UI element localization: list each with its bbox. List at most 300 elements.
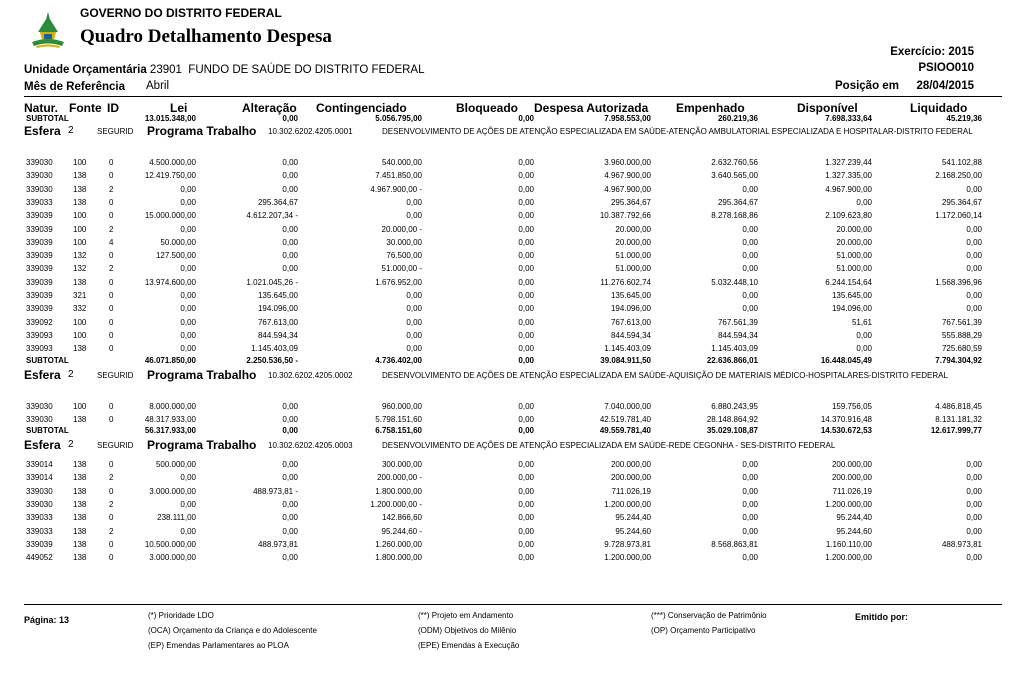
cell-bloqueado: 0,00 (518, 331, 534, 340)
table-row (0, 198, 1024, 210)
cell-empenhado: 0,00 (742, 460, 758, 469)
posicao-value: 28/04/2015 (916, 80, 974, 92)
col-lei: Lei (170, 101, 188, 115)
cell-alteracao: 1.145.403,09 (251, 344, 298, 353)
cell-natur: 339039 (26, 251, 53, 260)
cell-empenhado: 22.636.866,01 (706, 356, 758, 365)
cell-contingenciado: 960.000,00 (381, 402, 422, 411)
cell-empenhado: 0,00 (742, 500, 758, 509)
cell-fonte: 138 (73, 198, 87, 207)
cell-bloqueado: 0,00 (518, 318, 534, 327)
mes-value: Abril (146, 80, 170, 92)
cell-liquidado: 0,00 (966, 238, 982, 247)
legend-col3-0: (***) Conservação de Patrimônio (651, 611, 767, 620)
col-bloqueado: Bloqueado (456, 101, 518, 115)
cell-lei: 0,00 (180, 198, 196, 207)
cell-bloqueado: 0,00 (518, 402, 534, 411)
cell-natur: 339092 (26, 318, 53, 327)
cell-fonte: 100 (73, 158, 87, 167)
cell-despesa-autorizada: 95.244,60 (615, 527, 651, 536)
cell-contingenciado: 1.260.000,00 (375, 540, 422, 549)
unidade-code: 23901 (149, 64, 182, 76)
table-row (0, 487, 1024, 499)
cell-liquidado: 0,00 (966, 185, 982, 194)
cell-disponivel: 1.160.110,00 (825, 540, 872, 549)
cell-lei: 0,00 (180, 304, 196, 313)
cell-alteracao: 0,00 (282, 460, 298, 469)
cell-natur: 339039 (26, 225, 53, 234)
cell-liquidado: 0,00 (966, 251, 982, 260)
posicao-label: Posição em (835, 80, 899, 92)
cell-contingenciado: 0,00 (406, 211, 422, 220)
cell-alteracao: 0,00 (282, 527, 298, 536)
cell-disponivel: 6.244.154,64 (825, 278, 872, 287)
cell-bloqueado: 0,00 (518, 238, 534, 247)
unidade-name: FUNDO DE SAÚDE DO DISTRITO FEDERAL (188, 64, 425, 76)
cell-natur: 339033 (26, 198, 53, 207)
cell-fonte: 138 (73, 171, 87, 180)
cell-disponivel: 7.698.333,64 (825, 114, 872, 123)
cell-bloqueado: 0,00 (518, 251, 534, 260)
cell-liquidado: 0,00 (966, 553, 982, 562)
cell-bloqueado: 0,00 (518, 540, 534, 549)
cell-id: 0 (109, 251, 114, 260)
cell-alteracao: 194.096,00 (257, 304, 298, 313)
cell-alteracao: 488.973,81 (257, 540, 298, 549)
cell-alteracao: 0,00 (282, 171, 298, 180)
cell-liquidado: 0,00 (966, 487, 982, 496)
table-row (0, 291, 1024, 303)
table-row (0, 331, 1024, 343)
subtotal-label: SUBTOTAL (26, 426, 69, 435)
cell-liquidado: 0,00 (966, 264, 982, 273)
cell-empenhado: 0,00 (742, 225, 758, 234)
cell-liquidado: 0,00 (966, 527, 982, 536)
cell-contingenciado: 0,00 (406, 318, 422, 327)
cell-id: 0 (109, 460, 114, 469)
cell-lei: 3.000.000,00 (149, 487, 196, 496)
cell-despesa-autorizada: 49.559.781,40 (599, 426, 651, 435)
cell-bloqueado: 0,00 (518, 278, 534, 287)
table-row (0, 225, 1024, 237)
cell-contingenciado: 5.798.151,60 (375, 415, 422, 424)
cell-empenhado: 0,00 (742, 251, 758, 260)
table-row (0, 500, 1024, 512)
cell-id: 0 (109, 278, 114, 287)
cell-liquidado: 541.102,88 (941, 158, 982, 167)
cell-empenhado: 35.029.108,87 (706, 426, 758, 435)
cell-id: 0 (109, 318, 114, 327)
cell-fonte: 138 (73, 278, 87, 287)
cell-empenhado: 6.880.243,95 (711, 402, 758, 411)
cell-lei: 3.000.000,00 (149, 553, 196, 562)
cell-bloqueado: 0,00 (518, 553, 534, 562)
col-contingenciado: Contingenciado (316, 101, 407, 115)
cell-id: 0 (109, 553, 114, 562)
table-row (0, 211, 1024, 223)
table-row (0, 264, 1024, 276)
cell-contingenciado: 300.000,00 (381, 460, 422, 469)
cell-bloqueado: 0,00 (518, 304, 534, 313)
cell-id: 0 (109, 540, 114, 549)
cell-contingenciado: 76.500,00 (386, 251, 422, 260)
col-id: ID (107, 101, 119, 115)
cell-id: 4 (109, 238, 114, 247)
cell-id: 2 (109, 527, 114, 536)
col-despesa-autorizada: Despesa Autorizada (534, 101, 649, 115)
table-row (0, 513, 1024, 525)
cell-bloqueado: 0,00 (518, 291, 534, 300)
cell-fonte: 138 (73, 415, 87, 424)
cell-alteracao: 0,00 (282, 513, 298, 522)
cell-contingenciado: 51.000,00 - (381, 264, 422, 273)
seguridade: SEGURID (97, 127, 134, 136)
cell-liquidado: 488.973,81 (941, 540, 982, 549)
cell-empenhado: 3.640.565,00 (711, 171, 758, 180)
cell-lei: 0,00 (180, 331, 196, 340)
cell-natur: 339030 (26, 185, 53, 194)
cell-natur: 339039 (26, 238, 53, 247)
cell-alteracao: 767.613,00 (257, 318, 298, 327)
cell-fonte: 100 (73, 238, 87, 247)
cell-despesa-autorizada: 1.200.000,00 (604, 500, 651, 509)
subtotal-row (0, 356, 1024, 368)
cell-lei: 4.500.000,00 (149, 158, 196, 167)
cell-natur: 339039 (26, 264, 53, 273)
cell-lei: 0,00 (180, 318, 196, 327)
cell-liquidado: 725.680,59 (941, 344, 982, 353)
cell-natur: 339030 (26, 171, 53, 180)
cell-liquidado: 12.617.999,77 (930, 426, 982, 435)
cell-empenhado: 1.145.403,09 (711, 344, 758, 353)
cell-natur: 339093 (26, 331, 53, 340)
cell-empenhado: 844.594,34 (717, 331, 758, 340)
cell-contingenciado: 6.758.151,60 (375, 426, 422, 435)
cell-despesa-autorizada: 51.000,00 (615, 264, 651, 273)
cell-lei: 48.317.933,00 (144, 415, 196, 424)
exercicio: Exercício: 2015 (890, 46, 974, 58)
table-row (0, 251, 1024, 263)
cell-natur: 339039 (26, 304, 53, 313)
cell-bloqueado: 0,00 (518, 114, 534, 123)
cell-fonte: 138 (73, 527, 87, 536)
cell-id: 0 (109, 487, 114, 496)
header-divider (24, 96, 1002, 97)
cell-contingenciado: 1.800.000,00 (375, 487, 422, 496)
cell-liquidado: 1.172.060,14 (935, 211, 982, 220)
cell-bloqueado: 0,00 (518, 356, 534, 365)
cell-alteracao: 0,00 (282, 251, 298, 260)
cell-empenhado: 8.278.168,86 (711, 211, 758, 220)
cell-fonte: 100 (73, 225, 87, 234)
cell-bloqueado: 0,00 (518, 487, 534, 496)
esfera-label: Esfera (24, 124, 61, 138)
col-liquidado: Liquidado (910, 101, 968, 115)
cell-bloqueado: 0,00 (518, 473, 534, 482)
cell-disponivel: 4.967.900,00 (825, 185, 872, 194)
cell-id: 0 (109, 513, 114, 522)
cell-disponivel: 51.000,00 (836, 251, 872, 260)
cell-lei: 15.000.000,00 (144, 211, 196, 220)
cell-alteracao: 488.973,81 - (253, 487, 298, 496)
table-row (0, 402, 1024, 414)
cell-fonte: 138 (73, 185, 87, 194)
cell-disponivel: 95.244,40 (836, 513, 872, 522)
table-row (0, 473, 1024, 485)
cell-empenhado: 0,00 (742, 527, 758, 536)
cell-fonte: 132 (73, 264, 87, 273)
cell-despesa-autorizada: 767.613,00 (610, 318, 651, 327)
cell-lei: 10.500.000,00 (144, 540, 196, 549)
cell-liquidado: 45.219,36 (946, 114, 982, 123)
cell-natur: 339093 (26, 344, 53, 353)
cell-id: 0 (109, 331, 114, 340)
cell-lei: 500.000,00 (155, 460, 196, 469)
cell-disponivel: 1.327.335,00 (825, 171, 872, 180)
cell-empenhado: 0,00 (742, 264, 758, 273)
cell-empenhado: 5.032.448,10 (711, 278, 758, 287)
cell-natur: 339039 (26, 291, 53, 300)
cell-fonte: 138 (73, 460, 87, 469)
cell-alteracao: 0,00 (282, 415, 298, 424)
cell-id: 2 (109, 185, 114, 194)
cell-natur: 339039 (26, 278, 53, 287)
cell-contingenciado: 0,00 (406, 291, 422, 300)
cell-despesa-autorizada: 20.000,00 (615, 225, 651, 234)
esfera-label: Esfera (24, 367, 61, 382)
cell-alteracao: 0,00 (282, 500, 298, 509)
cell-alteracao: 0,00 (282, 225, 298, 234)
cell-natur: 339030 (26, 415, 53, 424)
cell-empenhado: 0,00 (742, 553, 758, 562)
cell-disponivel: 20.000,00 (836, 238, 872, 247)
pagina-value: 13 (59, 615, 70, 625)
programa-label: Programa Trabalho (147, 367, 257, 382)
cell-despesa-autorizada: 95.244,40 (615, 513, 651, 522)
cell-fonte: 321 (73, 291, 87, 300)
cell-despesa-autorizada: 200.000,00 (610, 473, 651, 482)
cell-despesa-autorizada: 844.594,34 (610, 331, 651, 340)
cell-liquidado: 0,00 (966, 500, 982, 509)
cell-alteracao: 0,00 (282, 402, 298, 411)
programa-descricao: DESENVOLVIMENTO DE AÇÕES DE ATENÇÃO ESPECIALIZADA EM SAÚDE-REDE CEGONHA - SES-DISTRITO FEDERAL (382, 441, 836, 451)
cell-disponivel: 2.109.623,80 (825, 211, 872, 220)
cell-contingenciado: 7.451.850,00 (375, 171, 422, 180)
legend-col1-2: (EP) Emendas Parlamentares ao PLOA (148, 641, 289, 650)
cell-alteracao: 844.594,34 (257, 331, 298, 340)
cell-disponivel: 1.327.239,44 (825, 158, 872, 167)
cell-contingenciado: 5.056.795,00 (375, 114, 422, 123)
programa-label: Programa Trabalho (147, 438, 257, 453)
cell-liquidado: 295.364,67 (941, 198, 982, 207)
cell-contingenciado: 1.800.000,00 (375, 553, 422, 562)
cell-natur: 339033 (26, 527, 53, 536)
legend-col2-1: (ODM) Objetivos do Milênio (418, 626, 517, 635)
cell-disponivel: 200.000,00 (831, 460, 872, 469)
cell-alteracao: 2.250.536,50 - (246, 356, 298, 365)
col-natur: Natur. (24, 101, 59, 115)
cell-lei: 0,00 (180, 473, 196, 482)
table-row (0, 185, 1024, 197)
cell-empenhado: 295.364,67 (717, 198, 758, 207)
subtotal-label: SUBTOTAL (26, 114, 69, 123)
cell-liquidado: 1.568.396,96 (935, 278, 982, 287)
cell-id: 2 (109, 473, 114, 482)
cell-alteracao: 0,00 (282, 185, 298, 194)
legend-col2-0: (**) Projeto em Andamento (418, 611, 514, 620)
cell-fonte: 138 (73, 513, 87, 522)
table-row (0, 171, 1024, 183)
cell-liquidado: 4.486.818,45 (935, 402, 982, 411)
cell-fonte: 100 (73, 331, 87, 340)
cell-liquidado: 0,00 (966, 473, 982, 482)
cell-lei: 0,00 (180, 264, 196, 273)
cell-bloqueado: 0,00 (518, 225, 534, 234)
cell-natur: 339030 (26, 402, 53, 411)
cell-disponivel: 194.096,00 (831, 304, 872, 313)
cell-bloqueado: 0,00 (518, 264, 534, 273)
cell-liquidado: 0,00 (966, 291, 982, 300)
cell-empenhado: 0,00 (742, 291, 758, 300)
cell-id: 0 (109, 402, 114, 411)
subtotal-row (0, 426, 1024, 438)
cell-lei: 0,00 (180, 500, 196, 509)
subtotal-label: SUBTOTAL (26, 356, 69, 365)
table-row (0, 460, 1024, 472)
table-row (0, 158, 1024, 170)
cell-alteracao: 0,00 (282, 473, 298, 482)
cell-disponivel: 159.756,05 (831, 402, 872, 411)
legend-col1-0: (*) Prioridade LDO (148, 611, 214, 620)
cell-fonte: 138 (73, 540, 87, 549)
cell-id: 0 (109, 211, 114, 220)
cell-id: 2 (109, 225, 114, 234)
cell-fonte: 100 (73, 318, 87, 327)
cell-contingenciado: 0,00 (406, 304, 422, 313)
pagina-label: Página: (24, 615, 57, 625)
cell-alteracao: 0,00 (282, 553, 298, 562)
cell-id: 2 (109, 500, 114, 509)
cell-despesa-autorizada: 51.000,00 (615, 251, 651, 260)
cell-id: 0 (109, 198, 114, 207)
col-alteracao: Alteração (242, 101, 297, 115)
cell-lei: 13.974.600,00 (144, 278, 196, 287)
cell-id: 0 (109, 291, 114, 300)
col-disponivel: Disponível (797, 101, 858, 115)
cell-liquidado: 555.888,29 (941, 331, 982, 340)
cell-natur: 339014 (26, 460, 53, 469)
cell-contingenciado: 20.000,00 - (381, 225, 422, 234)
cell-fonte: 138 (73, 473, 87, 482)
cell-id: 0 (109, 158, 114, 167)
cell-despesa-autorizada: 20.000,00 (615, 238, 651, 247)
page-title: Quadro Detalhamento Despesa (80, 26, 332, 47)
cell-empenhado: 2.632.760,56 (711, 158, 758, 167)
table-row (0, 344, 1024, 356)
table-row (0, 527, 1024, 539)
table-row (0, 553, 1024, 565)
cell-id: 2 (109, 264, 114, 273)
cell-bloqueado: 0,00 (518, 211, 534, 220)
report-code: PSIOO010 (918, 62, 974, 74)
cell-despesa-autorizada: 11.276.602,74 (600, 278, 651, 287)
cell-bloqueado: 0,00 (518, 426, 534, 435)
cell-natur: 339039 (26, 540, 53, 549)
cell-liquidado: 2.168.250,00 (935, 171, 982, 180)
cell-alteracao: 0,00 (282, 264, 298, 273)
cell-liquidado: 0,00 (966, 225, 982, 234)
cell-disponivel: 135.645,00 (831, 291, 872, 300)
cell-fonte: 138 (73, 500, 87, 509)
cell-id: 0 (109, 344, 114, 353)
cell-contingenciado: 1.200.000,00 - (370, 500, 422, 509)
cell-despesa-autorizada: 10.387.792,66 (599, 211, 651, 220)
legend-col1-1: (OCA) Orçamento da Criança e do Adolescente (148, 626, 317, 635)
cell-despesa-autorizada: 135.645,00 (610, 291, 651, 300)
cell-disponivel: 0,00 (856, 331, 872, 340)
cell-disponivel: 20.000,00 (836, 225, 872, 234)
cell-contingenciado: 540.000,00 (381, 158, 422, 167)
cell-lei: 56.317.933,00 (144, 426, 196, 435)
cell-liquidado: 0,00 (966, 304, 982, 313)
programa-code: 10.302.6202.4205.0002 (268, 370, 353, 380)
cell-empenhado: 0,00 (742, 304, 758, 313)
cell-despesa-autorizada: 1.145.403,09 (604, 344, 651, 353)
cell-contingenciado: 95.244,60 - (381, 527, 422, 536)
cell-despesa-autorizada: 4.967.900,00 (604, 171, 651, 180)
cell-lei: 50.000,00 (160, 238, 196, 247)
seguridade: SEGURID (97, 370, 134, 380)
gdf-emblem-icon (28, 10, 68, 50)
cell-lei: 127.500,00 (155, 251, 196, 260)
cell-contingenciado: 0,00 (406, 198, 422, 207)
unidade-label: Unidade Orçamentária (24, 64, 147, 76)
cell-alteracao: 0,00 (282, 158, 298, 167)
cell-bloqueado: 0,00 (518, 171, 534, 180)
cell-lei: 0,00 (180, 291, 196, 300)
col-fonte: Fonte (69, 101, 102, 115)
seguridade: SEGURID (97, 441, 134, 451)
cell-lei: 0,00 (180, 527, 196, 536)
cell-id: 0 (109, 415, 114, 424)
cell-liquidado: 0,00 (966, 460, 982, 469)
cell-fonte: 138 (73, 487, 87, 496)
cell-despesa-autorizada: 9.728.973,81 (604, 540, 651, 549)
cell-bloqueado: 0,00 (518, 527, 534, 536)
cell-despesa-autorizada: 39.084.911,50 (600, 356, 651, 365)
cell-empenhado: 767.561,39 (717, 318, 758, 327)
pagina (24, 615, 69, 625)
cell-fonte: 332 (73, 304, 87, 313)
table-row (0, 318, 1024, 330)
cell-natur: 339014 (26, 473, 53, 482)
programa-code: 10.302.6202.4205.0003 (268, 441, 353, 451)
cell-empenhado: 0,00 (742, 238, 758, 247)
cell-bloqueado: 0,00 (518, 198, 534, 207)
cell-contingenciado: 0,00 (406, 344, 422, 353)
cell-natur: 339030 (26, 500, 53, 509)
cell-fonte: 100 (73, 211, 87, 220)
table-row (0, 238, 1024, 250)
cell-natur: 339030 (26, 158, 53, 167)
cell-liquidado: 8.131.181,32 (935, 415, 982, 424)
cell-disponivel: 51.000,00 (836, 264, 872, 273)
cell-lei: 0,00 (180, 225, 196, 234)
cell-disponivel: 1.200.000,00 (825, 553, 872, 562)
cell-disponivel: 0,00 (856, 344, 872, 353)
cell-empenhado: 0,00 (742, 513, 758, 522)
cell-despesa-autorizada: 3.960.000,00 (604, 158, 651, 167)
